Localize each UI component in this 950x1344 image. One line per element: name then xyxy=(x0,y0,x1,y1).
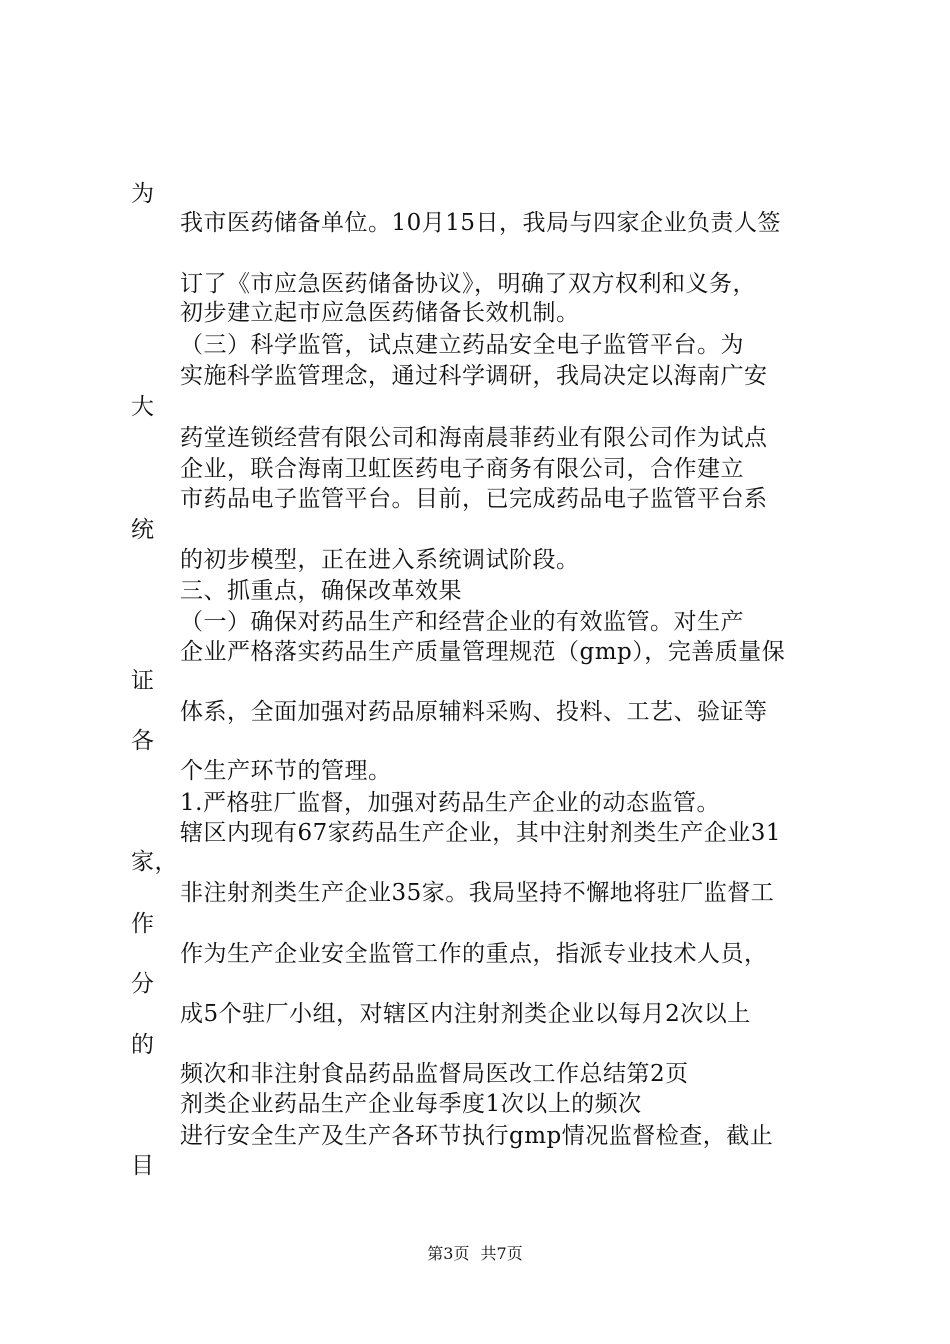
text-line: 初步建立起市应急医药储备长效机制。 xyxy=(180,300,580,326)
text-line: 订了《市应急医药储备协议》，明确了双方权利和义务， xyxy=(180,271,756,297)
text-line: 进行安全生产及生产各环节执行gmp情况监督检查，截止 xyxy=(180,1123,774,1149)
text-line: （三）科学监管，试点建立药品安全电子监管平台。为 xyxy=(180,332,744,358)
page-footer xyxy=(0,1244,950,1264)
text-line: （一）确保对药品生产和经营企业的有效监管。对生产 xyxy=(180,609,744,635)
text-line: 为 xyxy=(131,181,155,207)
text-line: 分 xyxy=(131,971,155,997)
text-line: 大 xyxy=(131,394,155,420)
text-line: 家， xyxy=(131,849,178,875)
text-line: 企业，联合海南卫虹医药电子商务有限公司，合作建立 xyxy=(180,456,744,482)
text-line: 个生产环节的管理。 xyxy=(180,758,392,784)
text-line: 我市医药储备单位。10月15日，我局与四家企业负责人签 xyxy=(180,210,782,236)
text-line: 辖区内现有67家药品生产企业，其中注射剂类生产企业31 xyxy=(180,820,782,846)
text-line: 企业严格落实药品生产质量管理规范（gmp），完善质量保 xyxy=(180,639,786,665)
text-line: 体系，全面加强对药品原辅料采购、投料、工艺、验证等 xyxy=(180,699,768,725)
text-line: 频次和非注射食品药品监督局医改工作总结第2页 xyxy=(180,1061,689,1087)
text-line: 市药品电子监管平台。目前，已完成药品电子监管平台系 xyxy=(180,486,768,512)
text-line: 作为生产企业安全监管工作的重点，指派专业技术人员， xyxy=(180,941,768,967)
text-line: 统 xyxy=(131,517,155,543)
text-line: 作 xyxy=(131,911,155,937)
page-number: 第3页 xyxy=(427,1244,470,1263)
text-line: 实施科学监管理念，通过科学调研，我局决定以海南广安 xyxy=(180,363,768,389)
text-line: 非注射剂类生产企业35家。我局坚持不懈地将驻厂监督工 xyxy=(180,880,775,906)
text-line: 目 xyxy=(131,1153,155,1179)
text-line: 1.严格驻厂监督，加强对药品生产企业的动态监管。 xyxy=(180,790,720,816)
text-line: 的初步模型，正在进入系统调试阶段。 xyxy=(180,547,580,573)
text-line: 三、抓重点，确保改革效果 xyxy=(180,578,462,604)
page-total: 共7页 xyxy=(480,1244,523,1263)
text-line: 剂类企业药品生产企业每季度1次以上的频次 xyxy=(180,1091,642,1117)
text-line: 各 xyxy=(131,728,155,754)
text-line: 药堂连锁经营有限公司和海南晨菲药业有限公司作为试点 xyxy=(180,425,768,451)
text-line: 证 xyxy=(131,668,155,694)
text-line: 的 xyxy=(131,1032,155,1058)
text-line: 成5个驻厂小组，对辖区内注射剂类企业以每月2次以上 xyxy=(180,1001,751,1027)
